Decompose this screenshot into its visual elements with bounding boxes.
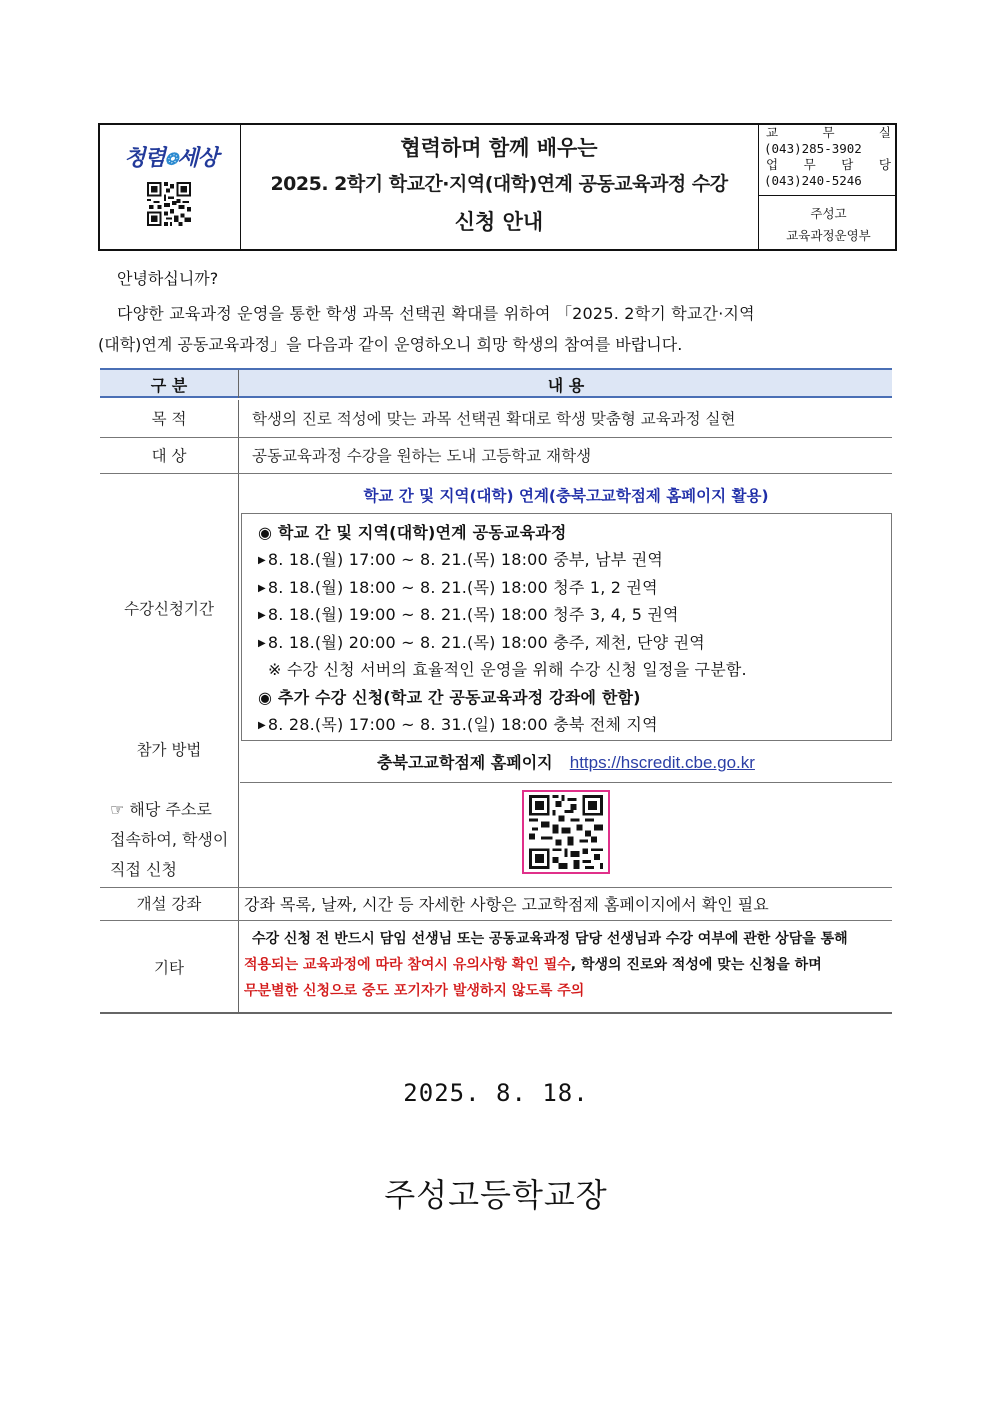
row-label-etc: 기타 <box>154 959 184 977</box>
row-divider <box>100 887 892 888</box>
row-label-method: 참가 방법 <box>136 741 202 759</box>
row-divider <box>100 437 892 438</box>
portal-name: 충북고교학점제 홈페이지 <box>377 753 553 772</box>
etc-line2: 적용되는 교육과정에 따라 참여시 유의사항 확인 필수, 학생의 진로와 적성에 맞는 신청을 하며 <box>244 957 822 973</box>
column-divider <box>238 370 239 398</box>
dept-name: 교육과정운영부 <box>786 228 871 243</box>
row-divider <box>100 473 892 474</box>
intro-paragraph-line2: (대학)연계 공동교육과정」을 다음과 같이 운영하오니 희망 학생의 참여를 바랍니다. <box>98 335 683 354</box>
greeting-text: 안녕하십니까? <box>117 269 219 288</box>
principal-signature: 주성고등학교장 <box>384 1176 608 1214</box>
row-label-purpose: 목 적 <box>151 410 187 428</box>
period-heading: 학교 간 및 지역(대학) 연계(충북고교학점제 홈페이지 활용) <box>363 487 769 505</box>
row-value-purpose: 학생의 진로 적성에 맞는 과목 선택권 확대로 학생 맞춤형 교육과정 실현 <box>252 410 736 428</box>
schedule-item: ▶ 8. 28.(목) 17:00 ~ 8. 31.(일) 18:00 충북 전체 지역 <box>258 715 658 734</box>
etc-line3: 무분별한 신청으로 중도 포기자가 발생하지 않도록 주의 <box>244 983 585 999</box>
dept-school: 주성고 <box>810 206 847 221</box>
schedule-item: ▶ 8. 18.(월) 20:00 ~ 8. 21.(목) 18:00 충주, 제천, 단양 권역 <box>258 633 705 652</box>
schedule-section-extra: ◉ 추가 수강 신청(학교 간 공동교육과정 강좌에 한함) <box>258 688 641 707</box>
row-divider <box>100 920 892 921</box>
portal-url-link[interactable]: https://hscredit.cbe.go.kr <box>569 753 755 772</box>
schedule-item: ▶ 8. 18.(월) 19:00 ~ 8. 21.(목) 18:00 청주 3, 4, 5 권역 <box>258 605 679 624</box>
row-label-target: 대 상 <box>151 447 187 465</box>
contact-info <box>760 125 897 189</box>
staff-phone: (043)240-5246 <box>764 173 862 188</box>
staff-label: 업 무 담 당 <box>766 157 891 172</box>
table-bottom-rule <box>100 1012 892 1014</box>
schedule-item: ▶ 8. 18.(월) 18:00 ~ 8. 21.(목) 18:00 청주 1, 2 권역 <box>258 578 658 597</box>
office-phone: (043)285-3902 <box>764 141 862 156</box>
office-label: 교 무 실 <box>766 125 891 140</box>
row-value-courses: 강좌 목록, 날짜, 시간 등 자세한 사항은 고교학점제 홈페이지에서 확인 필요 <box>244 895 769 914</box>
column-header-content: 내 용 <box>547 376 585 395</box>
header-divider <box>240 125 241 249</box>
header-divider <box>758 195 897 196</box>
qr-code-icon[interactable] <box>147 182 191 226</box>
method-instructions: ☞ 해당 주소로 접속하여, 학생이 직접 신청 <box>110 800 229 879</box>
schedule-item: ▶ 8. 18.(월) 17:00 ~ 8. 21.(목) 18:00 중부, 남부 권역 <box>258 550 664 569</box>
portal-link-row <box>240 750 892 773</box>
row-label-courses: 개설 강좌 <box>136 895 202 913</box>
column-header-category: 구 분 <box>150 376 188 395</box>
intro-paragraph-line1: 다양한 교육과정 운영을 통한 학생 과목 선택권 확대를 위하여 「2025. 2학기 학교간·지역 <box>117 304 755 323</box>
schedule-note: ※ 수강 신청 서버의 효율적인 운영을 위해 수강 신청 일정을 구분함. <box>268 660 747 679</box>
etc-line1: 수강 신청 전 반드시 담임 선생님 또는 공동교육과정 담당 선생님과 수강 여부에 관한 상담을 통해 <box>252 931 848 947</box>
row-divider <box>240 782 892 783</box>
schedule-section-main: ◉ 학교 간 및 지역(대학)연계 공동교육과정 <box>258 523 567 542</box>
issue-date: 2025. 8. 18. <box>403 1079 589 1107</box>
notice-title: 협력하며 함께 배우는 2025. 2학기 학교간·지역(대학)연계 공동교육과정 수강 신청 안내 <box>270 136 728 234</box>
row-label-period: 수강신청기간 <box>124 600 214 618</box>
header-divider <box>758 125 759 249</box>
row-value-target: 공동교육과정 수강을 원하는 도내 고등학교 재학생 <box>252 447 592 465</box>
department-info <box>760 203 897 247</box>
integrity-logo: 청렴❂세상 <box>124 145 218 171</box>
notice-header-box <box>98 123 897 251</box>
qr-code-icon[interactable] <box>528 795 604 869</box>
